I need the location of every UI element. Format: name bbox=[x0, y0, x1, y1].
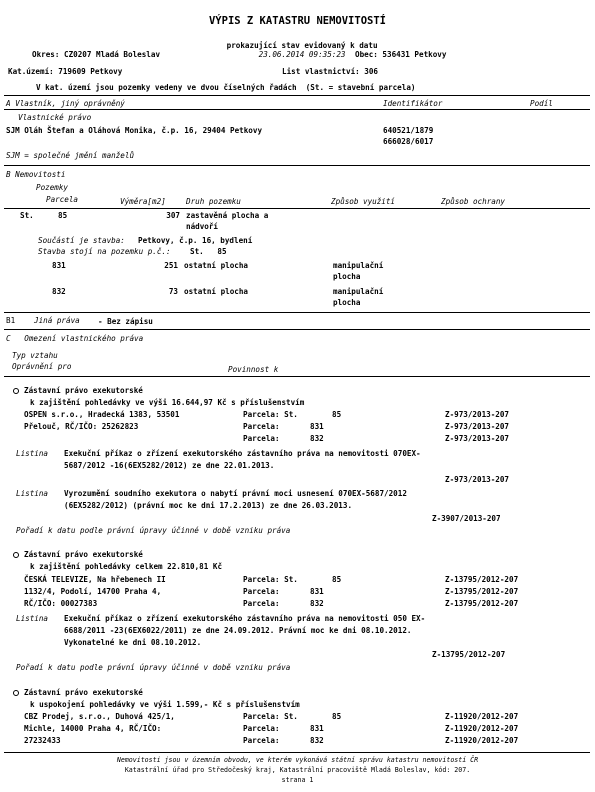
parcel-number: 831 bbox=[310, 724, 324, 733]
obec-field: Obec: 536431 Petkovy bbox=[355, 50, 447, 59]
listina-text: Exekuční příkaz o zřízení exekutorského zástavního práva na nemovitosti 050 EX- bbox=[64, 614, 426, 623]
record-id: Z-13795/2012-207 bbox=[445, 587, 519, 596]
divider bbox=[4, 208, 590, 209]
col-typ-vztahu: Typ vztahu bbox=[12, 351, 58, 360]
parcel-area: 307 bbox=[166, 211, 180, 220]
okres-field: Okres: CZ0207 Mladá Boleslav bbox=[32, 50, 161, 59]
parcel-number: 85 bbox=[332, 712, 342, 721]
parcel-label: Parcela: St. bbox=[243, 712, 298, 721]
entry-party: OSPEN s.r.o., Hradecká 1383, 53501 bbox=[24, 410, 180, 419]
parcel-usage: manipulační bbox=[333, 287, 384, 296]
section-c-heading: C Omezení vlastnického práva bbox=[6, 334, 144, 343]
listina-text: Vyrozumění soudního exekutora o nabytí právní moci usnesení 070EX-5687/2012 bbox=[64, 489, 407, 498]
record-id: Z-973/2013-207 bbox=[445, 434, 510, 443]
parcel-area: 73 bbox=[168, 287, 178, 296]
divider bbox=[4, 329, 590, 330]
listina-label: Listina bbox=[16, 614, 49, 623]
listina-text: 5687/2012 -16(6EX5282/2012) ze dne 22.01.2013. bbox=[64, 461, 275, 470]
parcel-label: Parcela: bbox=[243, 736, 280, 745]
parcel-number: 831 bbox=[52, 261, 66, 270]
owner-name: SJM Oláh Štefan a Oláhová Monika, č.p. 16, 29404 Petkovy bbox=[6, 126, 263, 135]
parcel-number: 831 bbox=[310, 422, 324, 431]
entry-description: k zajištění pohledávky ve výši 16.644,97 Kč s příslušenstvím bbox=[30, 398, 305, 407]
divider bbox=[4, 376, 590, 377]
entry-title: Zástavní právo exekutorské bbox=[24, 550, 143, 559]
poradi-text: Pořadí k datu podle právní úpravy účinné v době vzniku práva bbox=[16, 526, 291, 535]
entry-party: ČESKÁ TELEVIZE, Na hřebenech II bbox=[24, 575, 166, 584]
entry-description: k uspokojení pohledávky ve výši 1.599,- Kč s příslušenstvím bbox=[30, 700, 300, 709]
header-note: V kat. území jsou pozemky vedeny ve dvou číselných řadách (St. = stavební parcela) bbox=[36, 83, 416, 92]
parcel-type: nádvoří bbox=[186, 222, 219, 231]
bullet-icon bbox=[13, 388, 19, 394]
col-parcela: Parcela bbox=[46, 195, 79, 204]
col-povinnost: Povinnost k bbox=[228, 365, 279, 374]
divider bbox=[4, 165, 590, 166]
record-id: Z-973/2013-207 bbox=[445, 475, 510, 484]
footer-divider bbox=[4, 752, 590, 753]
parcel-label: Parcela: St. bbox=[243, 575, 298, 584]
parcel-label: Parcela: bbox=[243, 587, 280, 596]
subtitle-date: 23.06.2014 09:35:23 bbox=[258, 50, 346, 59]
entry-party: Přelouč, RČ/IČO: 25262823 bbox=[24, 422, 139, 431]
listina-label: Listina bbox=[16, 489, 49, 498]
parcel-number: 85 bbox=[332, 575, 342, 584]
parcel-label: Parcela: bbox=[243, 599, 280, 608]
divider bbox=[4, 312, 590, 313]
listina-text: Vykonatelné ke dni 08.10.2012. bbox=[64, 638, 202, 647]
col-opravneni: Oprávnění pro bbox=[12, 362, 72, 371]
footer-page-number: strana 1 bbox=[281, 776, 314, 784]
record-id: Z-13795/2012-207 bbox=[445, 599, 519, 608]
document-title: VÝPIS Z KATASTRU NEMOVITOSTÍ bbox=[208, 15, 386, 27]
parcel-label: Parcela: St. bbox=[243, 410, 298, 419]
listina-text: 6688/2011 -23(6EX6022/2011) ze dne 24.09.2012. Právní moc ke dni 08.10.2012. bbox=[64, 626, 412, 635]
parcel-area: 251 bbox=[164, 261, 178, 270]
stoji-label: Stavba stojí na pozemku p.č.: bbox=[38, 247, 171, 256]
sjm-legend: SJM = společné jmění manželů bbox=[6, 151, 135, 160]
parcel-label: Parcela: bbox=[243, 422, 280, 431]
listina-text: (6EX5282/2012) (právní moc ke dni 17.2.2013) ze dne 26.03.2013. bbox=[64, 501, 353, 510]
col-podil: Podíl bbox=[530, 99, 553, 108]
bullet-icon bbox=[13, 690, 19, 696]
footer-line-2: Katastrální úřad pro Středočeský kraj, Katastrální pracoviště Mladá Boleslav, kód: 207. bbox=[124, 766, 471, 774]
parcel-number: 832 bbox=[310, 599, 324, 608]
listina-label: Listina bbox=[16, 449, 49, 458]
entry-description: k zajištění pohledávky celkem 22.810,81 Kč bbox=[30, 562, 223, 571]
lv-field: List vlastnictví: 306 bbox=[282, 67, 379, 76]
record-id: Z-973/2013-207 bbox=[445, 410, 510, 419]
entry-party: RČ/IČO: 00027383 bbox=[24, 599, 98, 608]
entry-party: 1132/4, Podolí, 14700 Praha 4, bbox=[24, 587, 162, 596]
parcel-prefix: St. bbox=[20, 211, 34, 220]
listina-text: Exekuční příkaz o zřízení exekutorského zástavního práva na nemovitosti 070EX- bbox=[64, 449, 421, 458]
col-ochrana: Způsob ochrany bbox=[441, 197, 506, 206]
parcel-number: 832 bbox=[310, 736, 324, 745]
parcel-number: 832 bbox=[310, 434, 324, 443]
bullet-icon bbox=[13, 552, 19, 558]
section-b1-label: B1 bbox=[6, 316, 16, 325]
parcel-number: 85 bbox=[58, 211, 68, 220]
parcel-label: Parcela: bbox=[243, 434, 280, 443]
record-id: Z-11920/2012-207 bbox=[445, 724, 519, 733]
col-pozemky: Pozemky bbox=[36, 183, 69, 192]
record-id: Z-11920/2012-207 bbox=[445, 712, 519, 721]
footer-line-1: Nemovitosti jsou v územním obvodu, ve kterém vykonává státní správu katastru nemovitostí ČR bbox=[116, 756, 479, 764]
owner-identifier-1: 640521/1879 bbox=[383, 126, 434, 135]
divider bbox=[4, 95, 590, 96]
section-b1-value: - Bez zápisu bbox=[98, 317, 153, 326]
parcel-type: zastavěná plocha a bbox=[186, 211, 269, 220]
entry-party: 27232433 bbox=[24, 736, 61, 745]
record-id: Z-13795/2012-207 bbox=[432, 650, 506, 659]
parcel-type: ostatní plocha bbox=[184, 261, 249, 270]
section-b1-heading: Jiná práva bbox=[34, 316, 80, 325]
stoji-value: St. 85 bbox=[190, 247, 227, 256]
parcel-type: ostatní plocha bbox=[184, 287, 249, 296]
entry-title: Zástavní právo exekutorské bbox=[24, 386, 143, 395]
parcel-usage: plocha bbox=[333, 272, 361, 281]
col-druh: Druh pozemku bbox=[186, 197, 241, 206]
entry-party: Michle, 14000 Praha 4, RČ/IČO: bbox=[24, 724, 162, 733]
parcel-number: 831 bbox=[310, 587, 324, 596]
subtitle-prefix: prokazující stav evidovaný k datu bbox=[226, 41, 378, 50]
soucast-label: Součástí je stavba: bbox=[38, 236, 125, 245]
parcel-number: 85 bbox=[332, 410, 342, 419]
record-id: Z-3907/2013-207 bbox=[432, 514, 501, 523]
katuzemi-field: Kat.území: 719609 Petkovy bbox=[8, 67, 123, 76]
parcel-label: Parcela: bbox=[243, 724, 280, 733]
parcel-usage: manipulační bbox=[333, 261, 384, 270]
record-id: Z-13795/2012-207 bbox=[445, 575, 519, 584]
section-b-heading: B Nemovitosti bbox=[6, 170, 66, 179]
divider bbox=[4, 109, 590, 110]
col-vyuziti: Způsob využití bbox=[331, 197, 396, 206]
entry-title: Zástavní právo exekutorské bbox=[24, 688, 143, 697]
soucast-value: Petkovy, č.p. 16, bydlení bbox=[138, 236, 253, 245]
record-id: Z-11920/2012-207 bbox=[445, 736, 519, 745]
entry-party: CBZ Prodej, s.r.o., Duhová 425/1, bbox=[24, 712, 175, 721]
section-a-heading: A Vlastník, jiný oprávněný bbox=[6, 99, 125, 108]
col-vymera: Výměra[m2] bbox=[120, 197, 166, 206]
col-identifikator: Identifikátor bbox=[383, 99, 443, 108]
parcel-number: 832 bbox=[52, 287, 66, 296]
record-id: Z-973/2013-207 bbox=[445, 422, 510, 431]
owner-identifier-2: 666028/6017 bbox=[383, 137, 434, 146]
poradi-text: Pořadí k datu podle právní úpravy účinné v době vzniku práva bbox=[16, 663, 291, 672]
vlastnicke-pravo-label: Vlastnické právo bbox=[18, 113, 92, 122]
parcel-usage: plocha bbox=[333, 298, 361, 307]
